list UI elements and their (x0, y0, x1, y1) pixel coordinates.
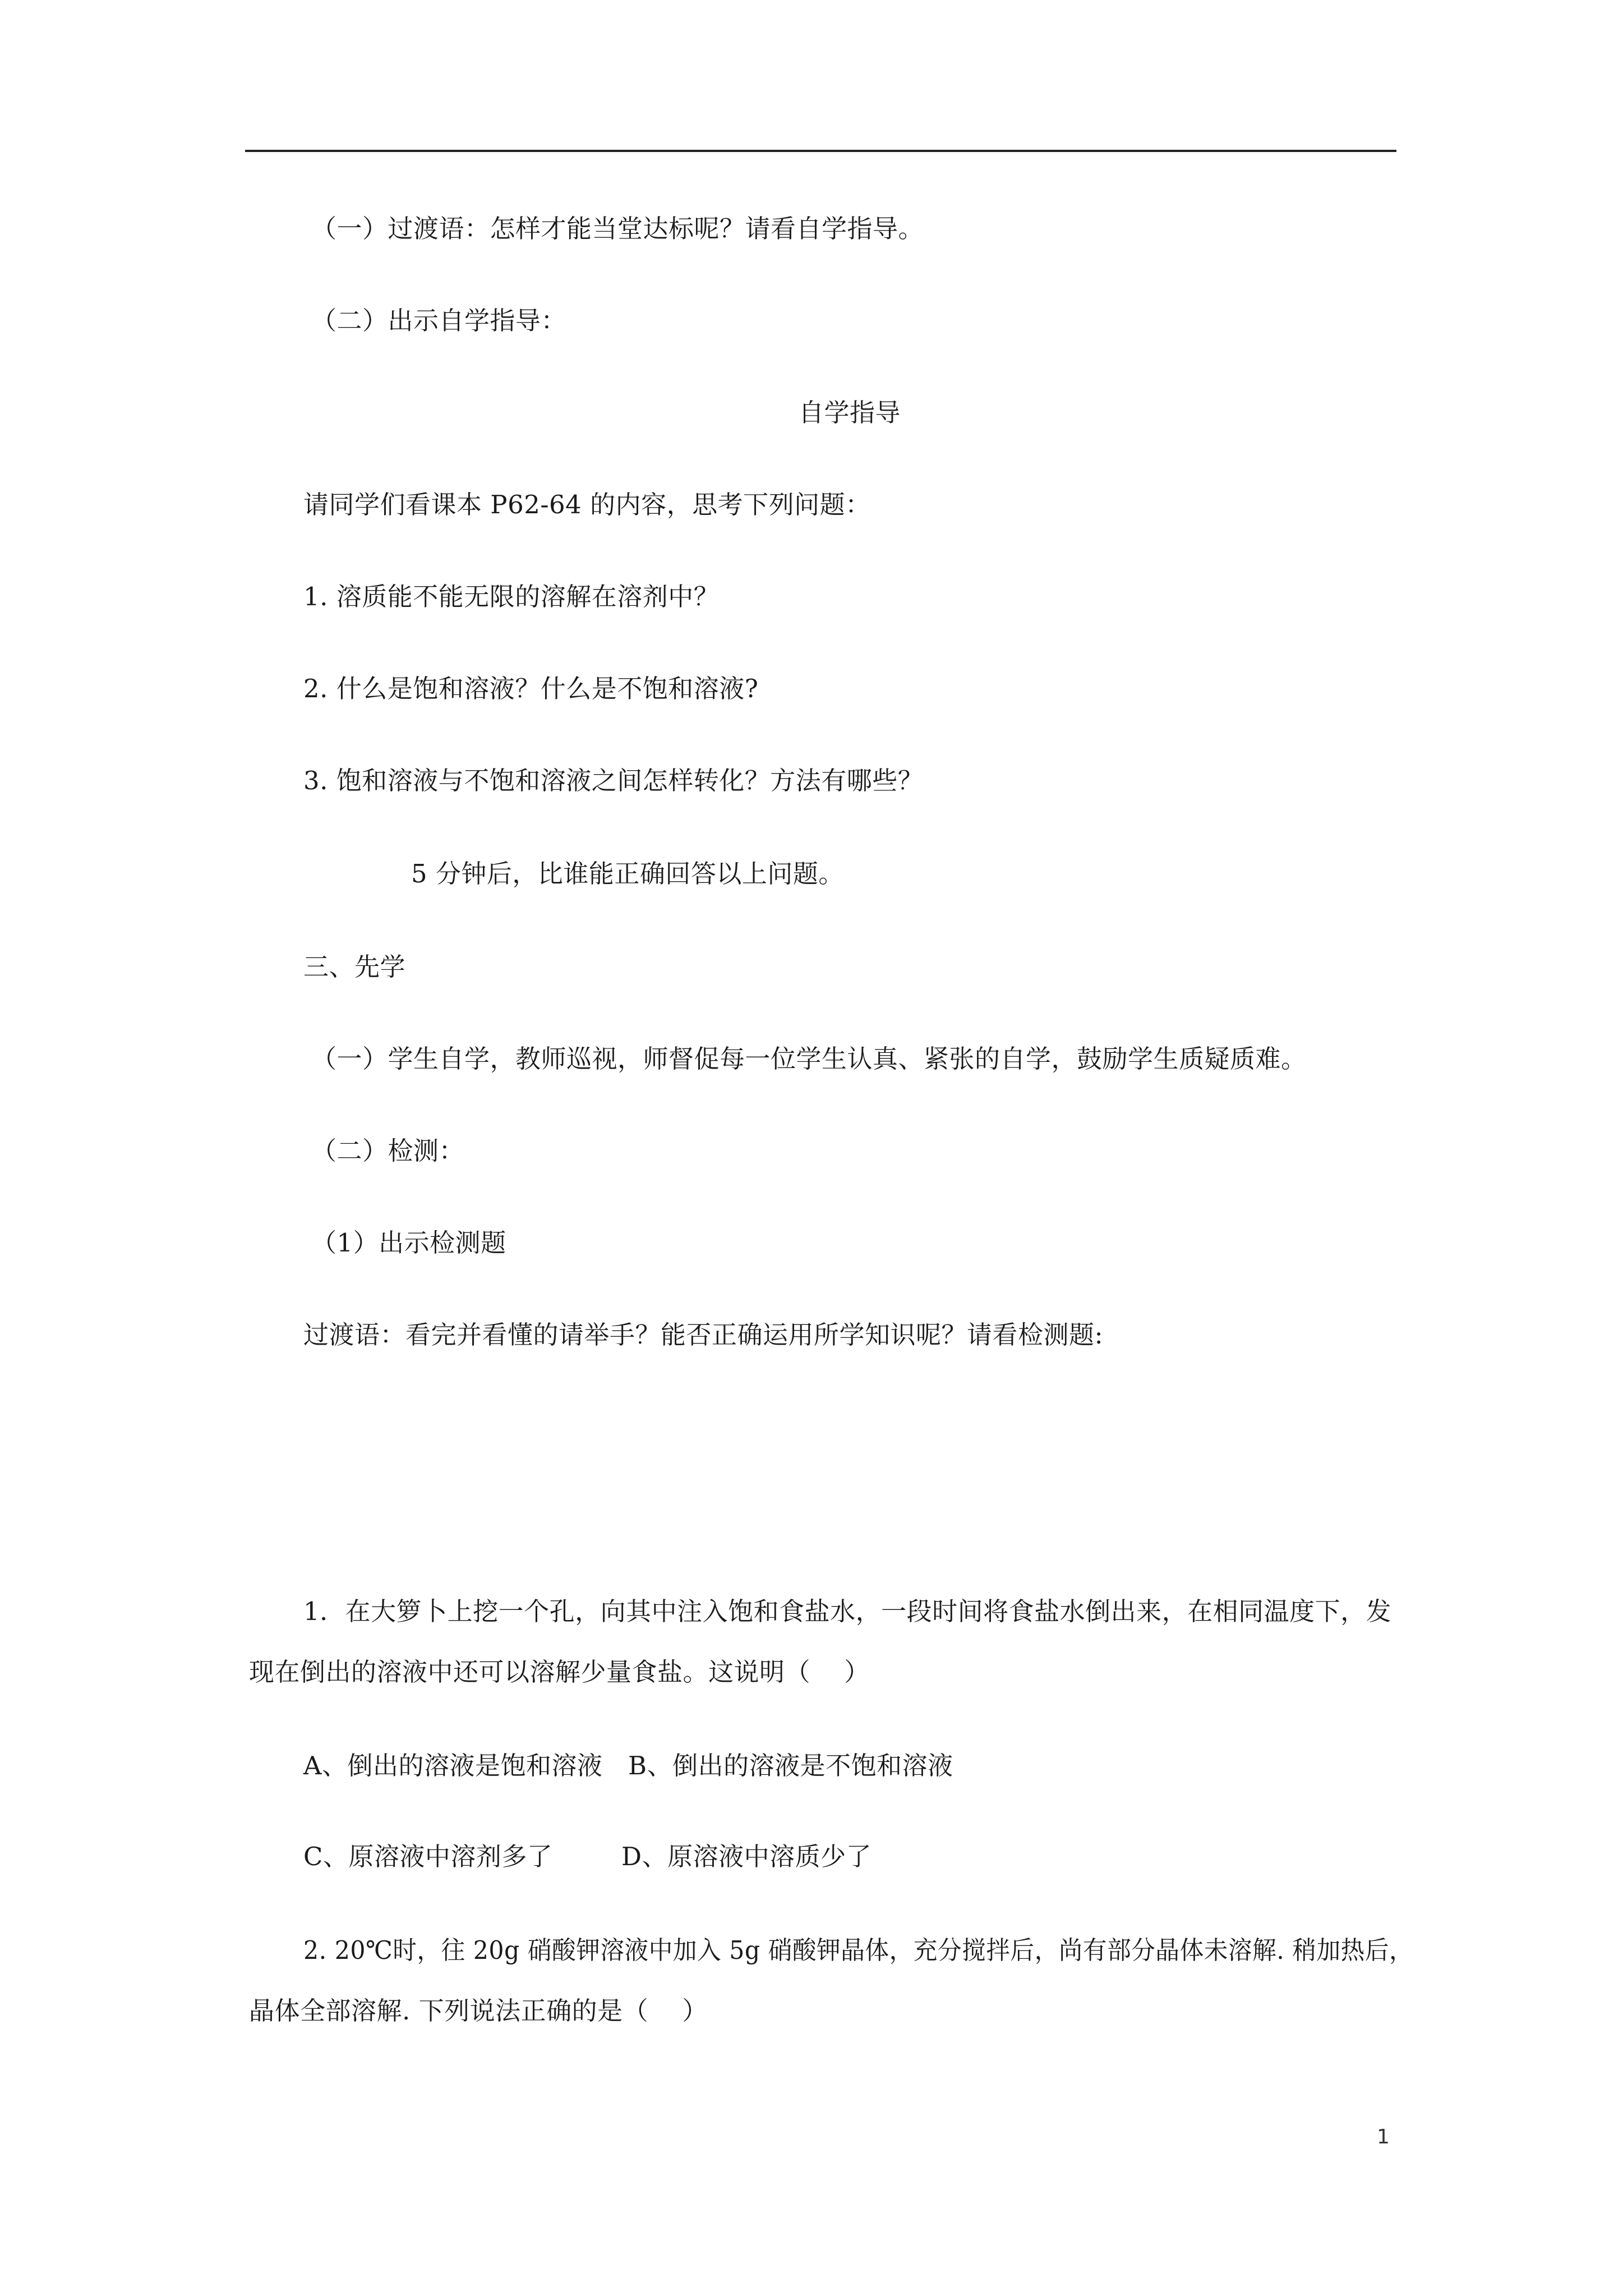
show-guide-heading: （二）出示自学指导： (311, 306, 567, 335)
exercise-1-line-2: 现在倒出的溶液中还可以溶解少量食盐。这说明（ ） (249, 1657, 870, 1687)
test-heading: （二）检测： (311, 1136, 465, 1166)
transition-text-1: （一）过渡语：怎样才能当堂达标呢？请看自学指导。 (311, 214, 924, 243)
section-three-heading: 三、先学 (303, 952, 406, 982)
guide-intro: 请同学们看课本 P62-64 的内容，思考下列问题： (303, 490, 871, 519)
page-number: 1 (1377, 2125, 1390, 2148)
question-1: 1. 溶质能不能无限的溶解在溶剂中？ (303, 582, 720, 611)
question-3: 3. 饱和溶液与不饱和溶液之间怎样转化？方法有哪些？ (303, 766, 924, 795)
exercise-2-line-1: 2. 20℃时，往 20g 硝酸钾溶液中加入 5g 硝酸钾晶体，充分搅拌后，尚有部分晶体未溶解. 稍加热后， (303, 1935, 1414, 1965)
show-test-heading: （1）出示检测题 (311, 1228, 506, 1258)
question-2: 2. 什么是饱和溶液？什么是不饱和溶液? (303, 674, 759, 703)
guide-title: 自学指导 (799, 398, 901, 427)
five-minutes-note: 5 分钟后，比谁能正确回答以上问题。 (411, 859, 844, 889)
self-study-text: （一）学生自学，教师巡视，师督促每一位学生认真、紧张的自学，鼓励学生质疑质难。 (311, 1044, 1307, 1074)
exercise-1-line-1: 1．在大箩卜上挖一个孔，向其中注入饱和食盐水，一段时间将食盐水倒出来，在相同温度下，发 (303, 1596, 1392, 1626)
exercise-1-option-a: A、倒出的溶液是饱和溶液 (303, 1751, 603, 1780)
exercise-1-option-d: D、原溶液中溶质少了 (621, 1842, 872, 1871)
exercise-1-option-b: B、倒出的溶液是不饱和溶液 (628, 1751, 953, 1780)
exercise-2-line-2: 晶体全部溶解. 下列说法正确的是（ ） (249, 1996, 708, 2026)
header-rule (245, 150, 1396, 152)
transition-text-2: 过渡语：看完并看懂的请举手？能否正确运用所学知识呢？请看检测题: (303, 1320, 1104, 1350)
exercise-1-option-c: C、原溶液中溶剂多了 (303, 1842, 553, 1871)
